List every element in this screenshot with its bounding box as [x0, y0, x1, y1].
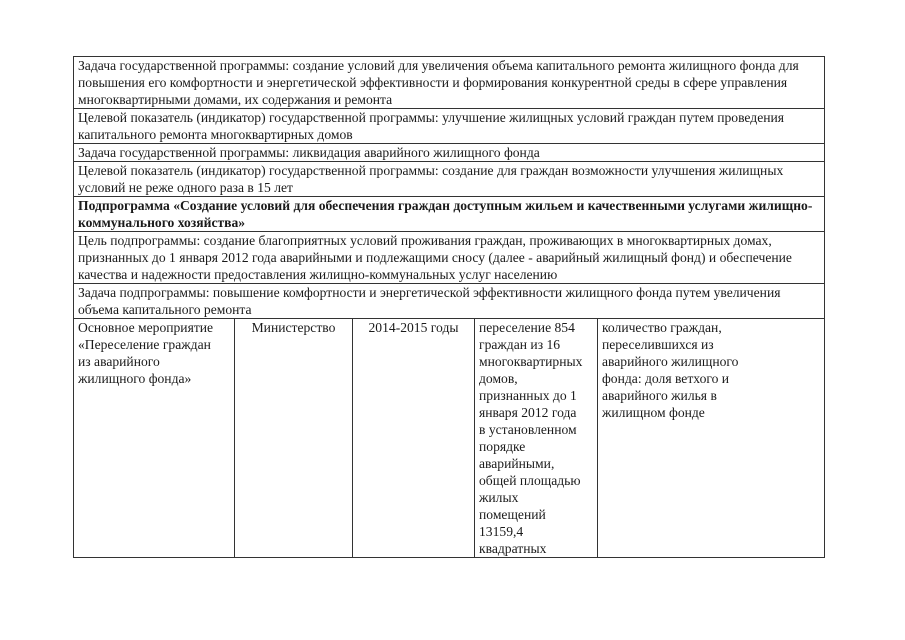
task-emergency-housing-row: Задача государственной программы: ликвидация аварийного жилищного фонда: [74, 144, 824, 162]
subprogram-goal-row: Цель подпрограммы: создание благоприятных условий проживания граждан, проживающих в многоквартирных домах, признанных до 1 января 2012 года аварийными и подлежащими сносу (далее - аварийный жилищный фонд) и обеспечение качества и надежности предоставления жилищно-коммунальных услуг населению: [74, 232, 824, 284]
subprogram-task-row: Задача подпрограммы: повышение комфортности и энергетической эффективности жилищного фонда путем увеличения объема капитального ремонта: [74, 284, 824, 319]
measure-executor-cell: Министерство: [235, 319, 353, 557]
measure-name-cell: Основное мероприятие «Переселение граждан из аварийного жилищного фонда»: [74, 319, 235, 557]
program-table: [73, 56, 825, 558]
indicator-living-conditions-row: Целевой показатель (индикатор) государственной программы: улучшение жилищных условий граждан путем проведения капитального ремонта многоквартирных домов: [74, 109, 824, 144]
measure-period-cell: 2014-2015 годы: [353, 319, 475, 557]
measure-row: [74, 319, 824, 558]
subprogram-title-row: Подпрограмма «Создание условий для обеспечения граждан доступным жильем и качественными услугами жилищно-коммунального хозяйства»: [74, 197, 824, 232]
measure-indicator-cell: количество граждан, переселившихся из аварийного жилищного фонда: доля ветхого и аварийного жилья в жилищном фонде: [602, 320, 739, 420]
task-capital-repair-row: Задача государственной программы: создание условий для увеличения объема капитального ремонта жилищного фонда для повышения его комфортности и энергетической эффективности и формирования конкурентной среды в сфере управления многоквартирными домами, их содержания и ремонта: [74, 57, 824, 109]
indicator-improvement-row: Целевой показатель (индикатор) государственной программы: создание для граждан возможности улучшения жилищных условий не реже одного раза в 15 лет: [74, 162, 824, 197]
measure-result-cell: переселение 854 граждан из 16 многоквартирных домов, признанных до 1 января 2012 года в установленном порядке аварийными, общей площадью жилых помещений 13159,4 квадратных: [475, 319, 598, 557]
